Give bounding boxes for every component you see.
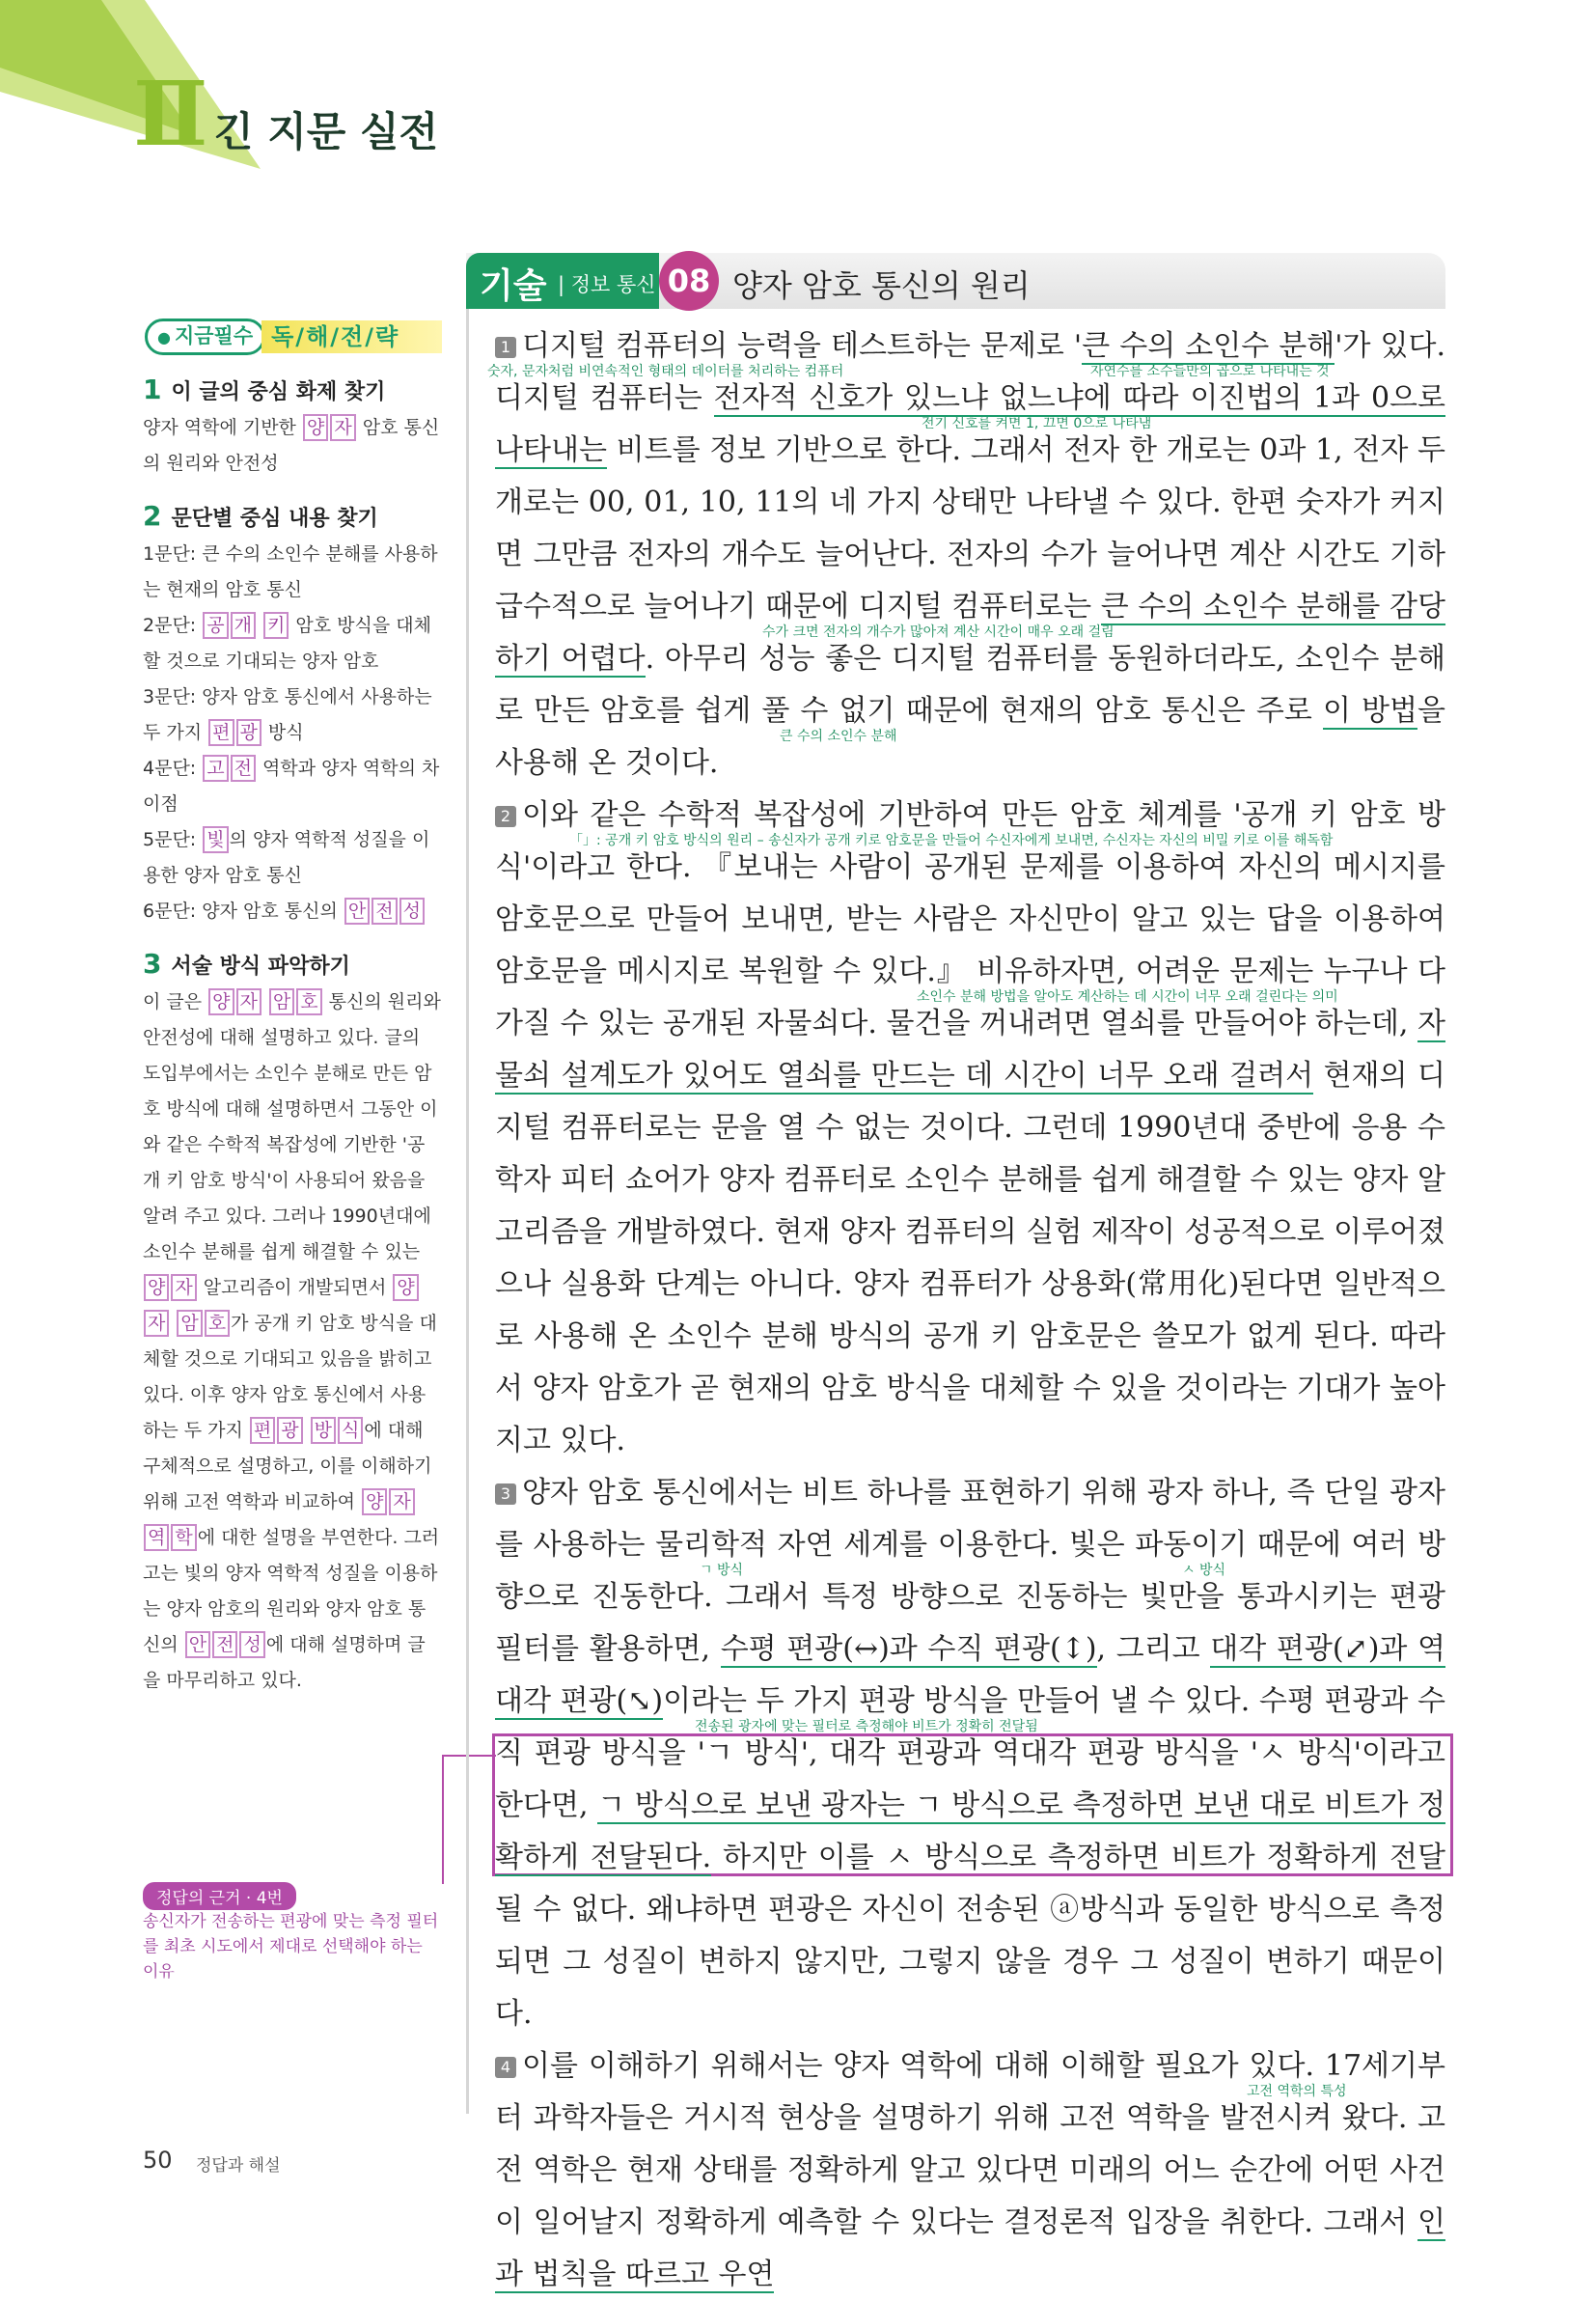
annotation: 전기 신호를 켜면 1, 끄면 0으로 나타냄 bbox=[922, 416, 1152, 431]
category-tab: 기술 | 정보 통신 bbox=[466, 253, 659, 309]
reading-strategy-sidebar bbox=[143, 319, 442, 1699]
footer-label: 정답과 해설 bbox=[196, 2156, 281, 2176]
annotation: 고전 역학의 특성 bbox=[1247, 2084, 1347, 2099]
sidebar-topic-text: 양자 역학에 기반한 양 자 암호 통신의 원리와 안전성 bbox=[143, 410, 442, 482]
annotation: ㄱ 방식 bbox=[700, 1563, 744, 1578]
passage-header bbox=[466, 253, 1445, 309]
paragraph-1: 1 디지털 컴퓨터의 능력을 테스트하는 문제로 '큰 수의 소인수 분해'가 있다. 디지털 컴퓨터는 전자적 신호가 있느냐 없느냐에 따라 이진법의 1과 0으로 나타내는 비트를 정보 기반으로 한다. 그래서 전자 한 개로는 0과 1, 전자 두 개로는 00, 01, 10, 11의 네 가지 상태만 나타낼 수 있다. 한편 숫자가 커지면 그만큼 전자의 개수도 늘어난다. 전자의 수가 늘어나면 계산 시간도 기하급수적으로 늘어나기 때문에 디지털 컴퓨터로는 큰 수의 소인수 분해를 감당하기 어렵다. 아무리 성능 좋은 디지털 컴퓨터를 동원하더라도, 소인수 분해로 만든 암호를 쉽게 풀 수 없기 때문에 현재의 암호 통신은 주로 이 방법을 사용해 온 것이다. bbox=[495, 329, 1446, 780]
evidence-connector bbox=[442, 1755, 496, 1757]
annotation: 소인수 분해 방법을 알아도 계산하는 데 시간이 너무 오래 걸린다는 의미 bbox=[917, 989, 1338, 1005]
sidebar-heading-method: 3 서술 방식 파악하기 bbox=[143, 948, 350, 980]
paragraph-4: 4 이를 이해하기 위해서는 양자 역학에 대해 이해할 필요가 있다. 17세기부터 과학자들은 거시적 현상을 설명하기 위해 고전 역학을 발전시켜 왔다. 고전 역학은 현재 상태를 정확하게 알고 있다면 미래의 어느 순간에 어떤 사건이 일어날지 정확하게 예측할 수 있다는 결정론적 입장을 취한다. 그래서 인과 법칙을 따르고 우연 bbox=[495, 2049, 1445, 2291]
paragraph-2: 2 이와 같은 수학적 복잡성에 기반하여 만든 암호 체계를 '공개 키 암호 방식'이라고 한다. 『보내는 사람이 공개된 문제를 이용하여 자신의 메시지를 암호문으로 만들어 보내면, 받는 사람은 자신만이 알고 있는 답을 이용하여 암호문을 메시지로 복원할 수 있다.』 비유하자면, 어려운 문제는 누구나 다 가질 수 있는 공개된 자물쇠다. 물건을 꺼내려면 열쇠를 만들어야 하는데, 자물쇠 설계도가 있어도 열쇠를 만드는 데 시간이 너무 오래 걸려서 현재의 디지털 컴퓨터로는 문을 열 수 없는 것이다. 그런데 1990년대 중반에 응용 수학자 피터 쇼어가 양자 컴퓨터로 소인수 분해를 쉽게 해결할 수 있는 양자 알고리즘을 개발하였다. 현재 양자 컴퓨터의 실험 제작이 성공적으로 이루어졌으나 실용화 단계는 아니다. 양자 컴퓨터가 상용화(常用化)된다면 일반적으로 사용해 온 소인수 분해 방식의 공개 키 암호문은 쓸모가 없게 된다. 따라서 양자 암호가 곧 현재의 암호 방식을 대체할 수 있을 것이라는 기대가 높아지고 있다. bbox=[495, 798, 1445, 1457]
strategy-pill: ● 지금필수 bbox=[145, 319, 265, 355]
passage-title: 양자 암호 통신의 원리 bbox=[732, 267, 1031, 304]
chapter-numeral: Ⅱ bbox=[133, 62, 203, 166]
strategy-band: 독/해/전/략 bbox=[261, 320, 442, 353]
sidebar-heading-topic: 1 이 글의 중심 화제 찾기 bbox=[143, 374, 386, 405]
annotation: 큰 수의 소인수 분해 bbox=[780, 729, 897, 744]
strategy-badge bbox=[145, 319, 442, 355]
sidebar-method-text: 이 글은 양 자 암 호 통신의 원리와 안전성에 대해 설명하고 있다. 글의 도입부에서는 소인수 분해로 만든 암호 방식에 대해 설명하면서 그동안 이와 같은 수학적 복잡성에 기반한 '공개 키 암호 방식'이 사용되어 왔음을 알려 주고 있다. 그러나 1990년대에 소인수 분해를 쉽게 해결할 수 있는 양 자 알고리즘이 개발되면서 양자 암 호 가 공개 키 암호 방식을 대체할 것으로 기대되고 있음을 밝히고 있다. 이후 양자 암호 통신에서 사용하는 두 가지 편 광 방 식 에 대해 구체적으로 설명하고, 이를 이해하기 위해 고전 역학과 비교하여 양 자 역 학 에 대한 설명을 부연한다. 그러고는 빛의 양자 역학적 성질을 이용하는 양자 암호의 원리와 양자 암호 통신의 안 전 성 에 대해 설명하며 글을 마무리하고 있다. bbox=[143, 984, 442, 1699]
paragraph-3: 3 양자 암호 통신에서는 비트 하나를 표현하기 위해 광자 하나, 즉 단일 광자를 사용하는 물리학적 자연 세계를 이용한다. 빛은 파동이기 때문에 여러 방향으로 진동한다. 그래서 특정 방향으로 진동하는 빛만을 통과시키는 편광 필터를 활용하면, 수평 편광(↔)과 수직 편광(↕), 그리고 대각 편광(⤢)과 역대각 편광(⤡)이라는 두 가지 편광 방식을 만들어 낼 수 있다. 수평 편광과 수직 편광 방식을 'ㄱ 방식', 대각 편광과 역대각 편광 방식을 'ㅅ 방식'이라고 한다면, ㄱ 방식으로 보낸 광자는 ㄱ 방식으로 측정하면 보낸 대로 비트가 정확하게 전달된다. 하지만 이를 ㅅ 방식으로 측정하면 비트가 정확하게 전달될 수 없다. 왜냐하면 편광은 자신이 전송된 ⓐ방식과 동일한 방식으로 측정되면 그 성질이 변하지 않지만, 그렇지 않을 경우 그 성질이 변하기 때문이다. bbox=[495, 1476, 1446, 2031]
sidebar-paragraph-summary: 1문단: 큰 수의 소인수 분해를 사용하는 현재의 암호 통신 2문단: 공 개 키 암호 방식을 대체할 것으로 기대되는 양자 암호 3문단: 양자 암호 통신에서 사용하는 두 가지 편 광 방식 4문단: 고 전 역학과 양자 역학의 차이점 5문단: 빛 의 양자 역학적 성질을 이용한 양자 암호 통신 6문단: 양자 암호 통신의 안 전 성 bbox=[143, 537, 442, 929]
evidence-connector-vertical bbox=[442, 1755, 444, 1884]
evidence-text: 송신자가 전송하는 편광에 맞는 측정 필터를 최초 시도에서 제대로 선택해야 하는 이유 bbox=[143, 1912, 439, 1982]
passage-rule bbox=[466, 309, 469, 2114]
chapter-title: 긴 지문 실전 bbox=[214, 108, 439, 155]
sidebar-heading-paragraphs: 2 문단별 중심 내용 찾기 bbox=[143, 500, 378, 532]
passage-number: 08 bbox=[659, 251, 719, 311]
annotation: ㅅ 방식 bbox=[1182, 1563, 1226, 1578]
annotation: 「」: 공개 키 암호 방식의 원리 – 송신자가 공개 키로 암호문을 만들어 수신자에게 보내면, 수신자는 자신의 비밀 키로 이를 해독함 bbox=[569, 833, 1334, 848]
annotation: 숫자, 문자처럼 비연속적인 형태의 데이터를 처리하는 컴퓨터 bbox=[487, 364, 844, 379]
annotation: 수가 크면 전자의 개수가 많아져 계산 시간이 매우 오래 걸림 bbox=[762, 624, 1114, 640]
page-number: 50 bbox=[143, 2147, 173, 2174]
evidence-badge: 정답의 근거 · 4번 bbox=[143, 1882, 296, 1910]
annotation: 전송된 광자에 맞는 필터로 측정해야 비트가 정확히 전달됨 bbox=[695, 1719, 1038, 1734]
annotation: 자연수를 소수들만의 곱으로 나타내는 것 bbox=[1090, 364, 1330, 379]
passage-body bbox=[495, 320, 1445, 2301]
